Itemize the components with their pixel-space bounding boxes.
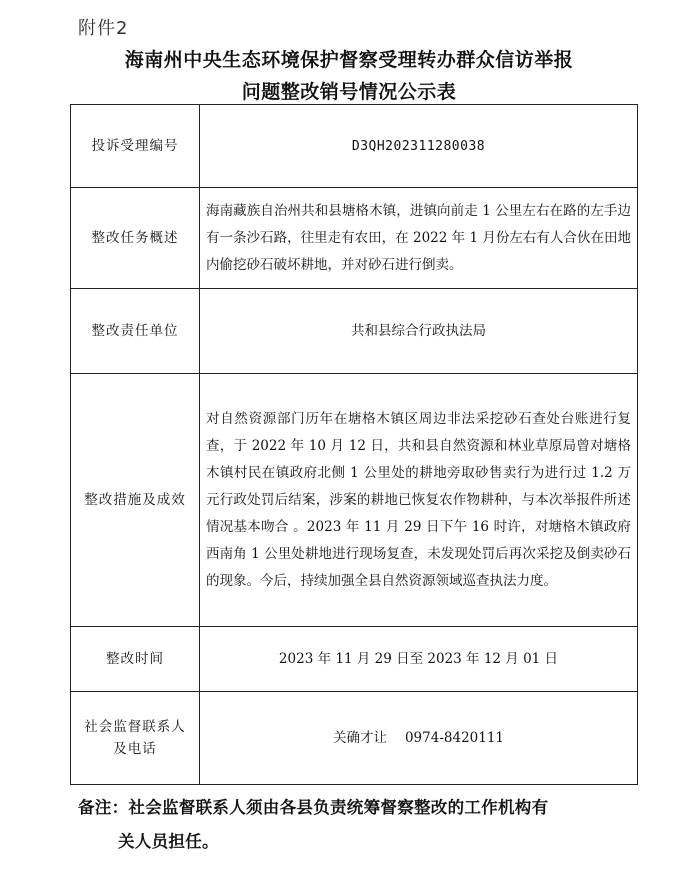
contact-phone: 0974-8420111	[404, 729, 505, 746]
contact-label-line2: 及电话	[113, 741, 157, 757]
responsible-unit-label: 整改责任单位	[71, 289, 200, 374]
rectification-time-label: 整改时间	[71, 627, 200, 692]
table-row	[71, 692, 638, 785]
contact-label	[71, 692, 200, 785]
attachment-label: 附件2	[78, 18, 129, 39]
responsible-unit-value: 共和县综合行政执法局	[200, 289, 638, 374]
table-row	[71, 188, 638, 289]
contact-name: 关确才让	[332, 729, 387, 746]
contact-value	[200, 692, 638, 785]
measures-label: 整改措施及成效	[71, 374, 200, 627]
table-row	[71, 374, 638, 627]
note-line2: 关人员担任。	[118, 832, 219, 851]
task-summary-label: 整改任务概述	[71, 188, 200, 289]
note-line1: 备注：社会监督联系人须由各县负责统筹督察整改的工作机构有	[78, 798, 549, 817]
document-title-line2: 问题整改销号情况公示表	[241, 81, 457, 103]
table-row	[71, 105, 638, 188]
document-title-line1: 海南州中央生态环境保护督察受理转办群众信访举报	[124, 49, 574, 71]
rectification-table	[70, 104, 638, 785]
measures-value: 对自然资源部门历年在塘格木镇区周边非法采挖砂石查处台账进行复查，于 2022 年 10 月 12 日，共和县自然资源和林业草原局曾对塘格木镇村民在镇政府北侧 1 公里处的耕地旁取砂售卖行为进行过 1.2 万元行政处罚后结案，涉案的耕地已恢复农作物耕种，与本次举报件所述情况基本吻合 。2023 年 11 月 29 日下午 16 时许，对塘格木镇政府西南角 1 公里处耕地进行现场复查，未发现处罚后再次采挖及倒卖砂石的现象。今后，持续加强全县自然资源领域巡查执法力度。	[200, 374, 638, 627]
contact-label-line1: 社会监督联系人	[84, 719, 186, 735]
table-row	[71, 627, 638, 692]
complaint-id-label: 投诉受理编号	[71, 105, 200, 188]
complaint-id-value: D3QH202311280038	[200, 105, 638, 188]
task-summary-value: 海南藏族自治州共和县塘格木镇，进镇向前走 1 公里左右在路的左手边有一条沙石路，往里走有农田，在 2022 年 1 月份左右有人合伙在田地内偷挖砂石破坏耕地，并对砂石进行倒卖。	[200, 188, 638, 289]
rectification-time-value: 2023 年 11 月 29 日至 2023 年 12 月 01 日	[200, 627, 638, 692]
table-row	[71, 289, 638, 374]
